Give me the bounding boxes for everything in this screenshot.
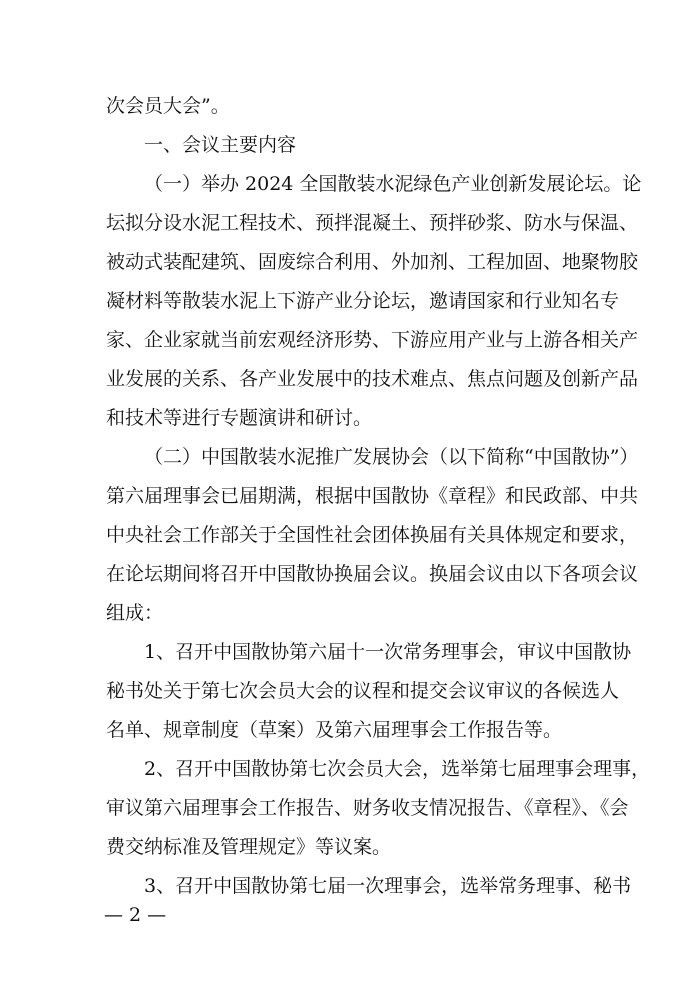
paragraph-line: 第六届理事会已届期满，根据中国散协《章程》和民政部、中共 <box>106 485 639 507</box>
paragraph-line: 被动式装配建筑、固废综合利用、外加剂、工程加固、地聚物胶 <box>106 251 639 273</box>
section-heading: 一、会议主要内容 <box>144 134 297 156</box>
paragraph-line: 3、召开中国散协第七届一次理事会，选举常务理事、秘书 <box>144 875 632 897</box>
paragraph-line: （二）中国散装水泥推广发展协会（以下简称“中国散协”） <box>144 446 639 468</box>
paragraph-line: 次会员大会”。 <box>106 95 230 117</box>
paragraph-line: 2、召开中国散协第七次会员大会，选举第七届理事会理事， <box>144 758 651 780</box>
paragraph-line: 名单、规章制度（草案）及第六届理事会工作报告等。 <box>106 719 563 741</box>
paragraph-line: 组成： <box>106 602 164 624</box>
paragraph-line: 家、企业家就当前宏观经济形势、下游应用产业与上游各相关产 <box>106 329 639 351</box>
paragraph-line: 在论坛期间将召开中国散协换届会议。换届会议由以下各项会议 <box>106 563 639 585</box>
paragraph-line: 秘书处关于第七次会员大会的议程和提交会议审议的各候选人 <box>106 680 620 702</box>
paragraph-line: 坛拟分设水泥工程技术、预拌混凝土、预拌砂浆、防水与保温、 <box>106 212 639 234</box>
paragraph-line: （一）举办 2024 全国散装水泥绿色产业创新发展论坛。论 <box>144 173 642 195</box>
paragraph-line: 业发展的关系、各产业发展中的技术难点、焦点问题及创新产品 <box>106 368 639 390</box>
paragraph-line: 费交纳标准及管理规定》等议案。 <box>106 836 392 858</box>
paragraph-line: 和技术等进行专题演讲和研讨。 <box>106 407 373 429</box>
paragraph-line: 中央社会工作部关于全国性社会团体换届有关具体规定和要求， <box>106 524 639 546</box>
page-number: — 2 — <box>104 904 167 926</box>
paragraph-line: 1、召开中国散协第六届十一次常务理事会，审议中国散协 <box>144 641 632 663</box>
paragraph-line: 审议第六届理事会工作报告、财务收支情况报告、《章程》、《会 <box>106 797 629 819</box>
paragraph-line: 凝材料等散装水泥上下游产业分论坛，邀请国家和行业知名专 <box>106 290 620 312</box>
